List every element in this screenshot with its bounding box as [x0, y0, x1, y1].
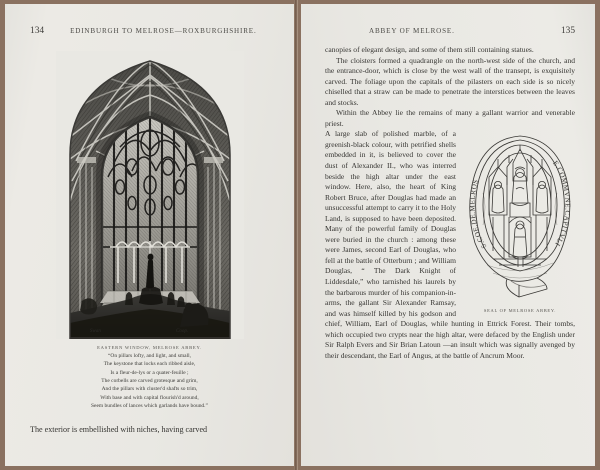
paragraph-4: A large slab of polished marble, of a greenish-black colour, with petrified shells embedded in it, is believed to cover the dust of Alexander II., who was interred beside the high altar under the east window. Here, also, the heart of King Robert Bruce, after Douglas had made an unsuccessful attempt to carry it to the Holy Land, is supposed to have been deposited. Many of the powerful family of Douglas were buried in the church : among these were James, second Earl of Douglas, who fell at the battle of Otterburn ; and William Douglas, “ The Dark Knight of Liddesdale,” who tarnished his laurels by the barbarous murder of his companion-in-arms, the gallant Sir Alexander Ramsay, and was himself killed by his godson and chief, William, Earl of Douglas, while hunting in Ettrick Forest. Their tombs, which occupied two crypts near the high altar, were defaced by the English under Sir Ralph Evers and Sir Brian Latoun —an insult which was signally avenged by their descendant, the Earl of Angus, at the battle of Ancrum Moor. — [325, 129, 575, 360]
verso-closing-line: The exterior is embellished with niches, having carved — [30, 425, 208, 435]
recto-page — [301, 4, 595, 466]
engraver-signature-right: Coop. — [175, 329, 188, 334]
verse-line-5: And the pillars with cluster'd shafts so trim, — [101, 386, 198, 393]
verso-running-head — [5, 4, 294, 38]
verse-block — [5, 352, 294, 410]
seal-legend-left: S.COE.DE.MELROS — [468, 178, 489, 251]
eastern-window-caption: EASTERN WINDOW, MELROSE ABBEY. — [97, 345, 202, 350]
verse-line-3: Is a fleur-de-lys or a quater-feuille ; — [110, 369, 189, 376]
engraving-artwork — [56, 51, 244, 339]
seal-artwork — [463, 133, 577, 301]
verse-line-6: With base and with capital flourish'd around, — [100, 394, 199, 401]
verso-page — [5, 4, 294, 466]
eastern-window-engraving — [56, 51, 244, 350]
recto-running-head — [301, 4, 595, 38]
verse-line-1: “On pillars lofty, and light, and small, — [107, 353, 192, 359]
verse-line-2: The keystone that locks each ribbed aisle, — [103, 361, 196, 368]
paragraph-2: The cloisters formed a quadrangle on the north-west side of the church, and the entrance-door, which is close by the west wall of the transept, is exquisitely carved. The foliage upon the capitals of the pilasters on each side is so nicely chiselled that a straw can be made to penetrate the interstices between the leaves and stocks. — [325, 55, 575, 107]
paragraph-1: canopies of elegant design, and some of them still containing statues. — [325, 45, 534, 54]
recto-text-body — [301, 38, 595, 361]
engraver-signature-left: Swan — [89, 329, 101, 334]
verse-line-7: Seem bundles of lances which garlands have bound.” — [91, 403, 208, 410]
verse-line-4: The corbells are carved grotesque and grim, — [101, 378, 198, 385]
recto-header-title: ABBEY OF MELROSE. — [369, 27, 455, 35]
verso-header-title: EDINBURGH TO MELROSE—ROXBURGHSHIRE. — [70, 27, 257, 35]
seal-caption: SEAL OF MELROSE ABBEY. — [483, 308, 557, 314]
seal-of-melrose-abbey — [463, 133, 577, 317]
verso-page-number: 134 — [30, 26, 45, 36]
recto-page-number: 135 — [560, 26, 575, 36]
book-gutter — [294, 0, 298, 470]
seal-legend-right: E.COMMVNE.CAPITVLI — [551, 159, 572, 248]
paragraph-3: Within the Abbey lie the remains of many a gallant warrior and venerable priest. — [325, 108, 575, 128]
